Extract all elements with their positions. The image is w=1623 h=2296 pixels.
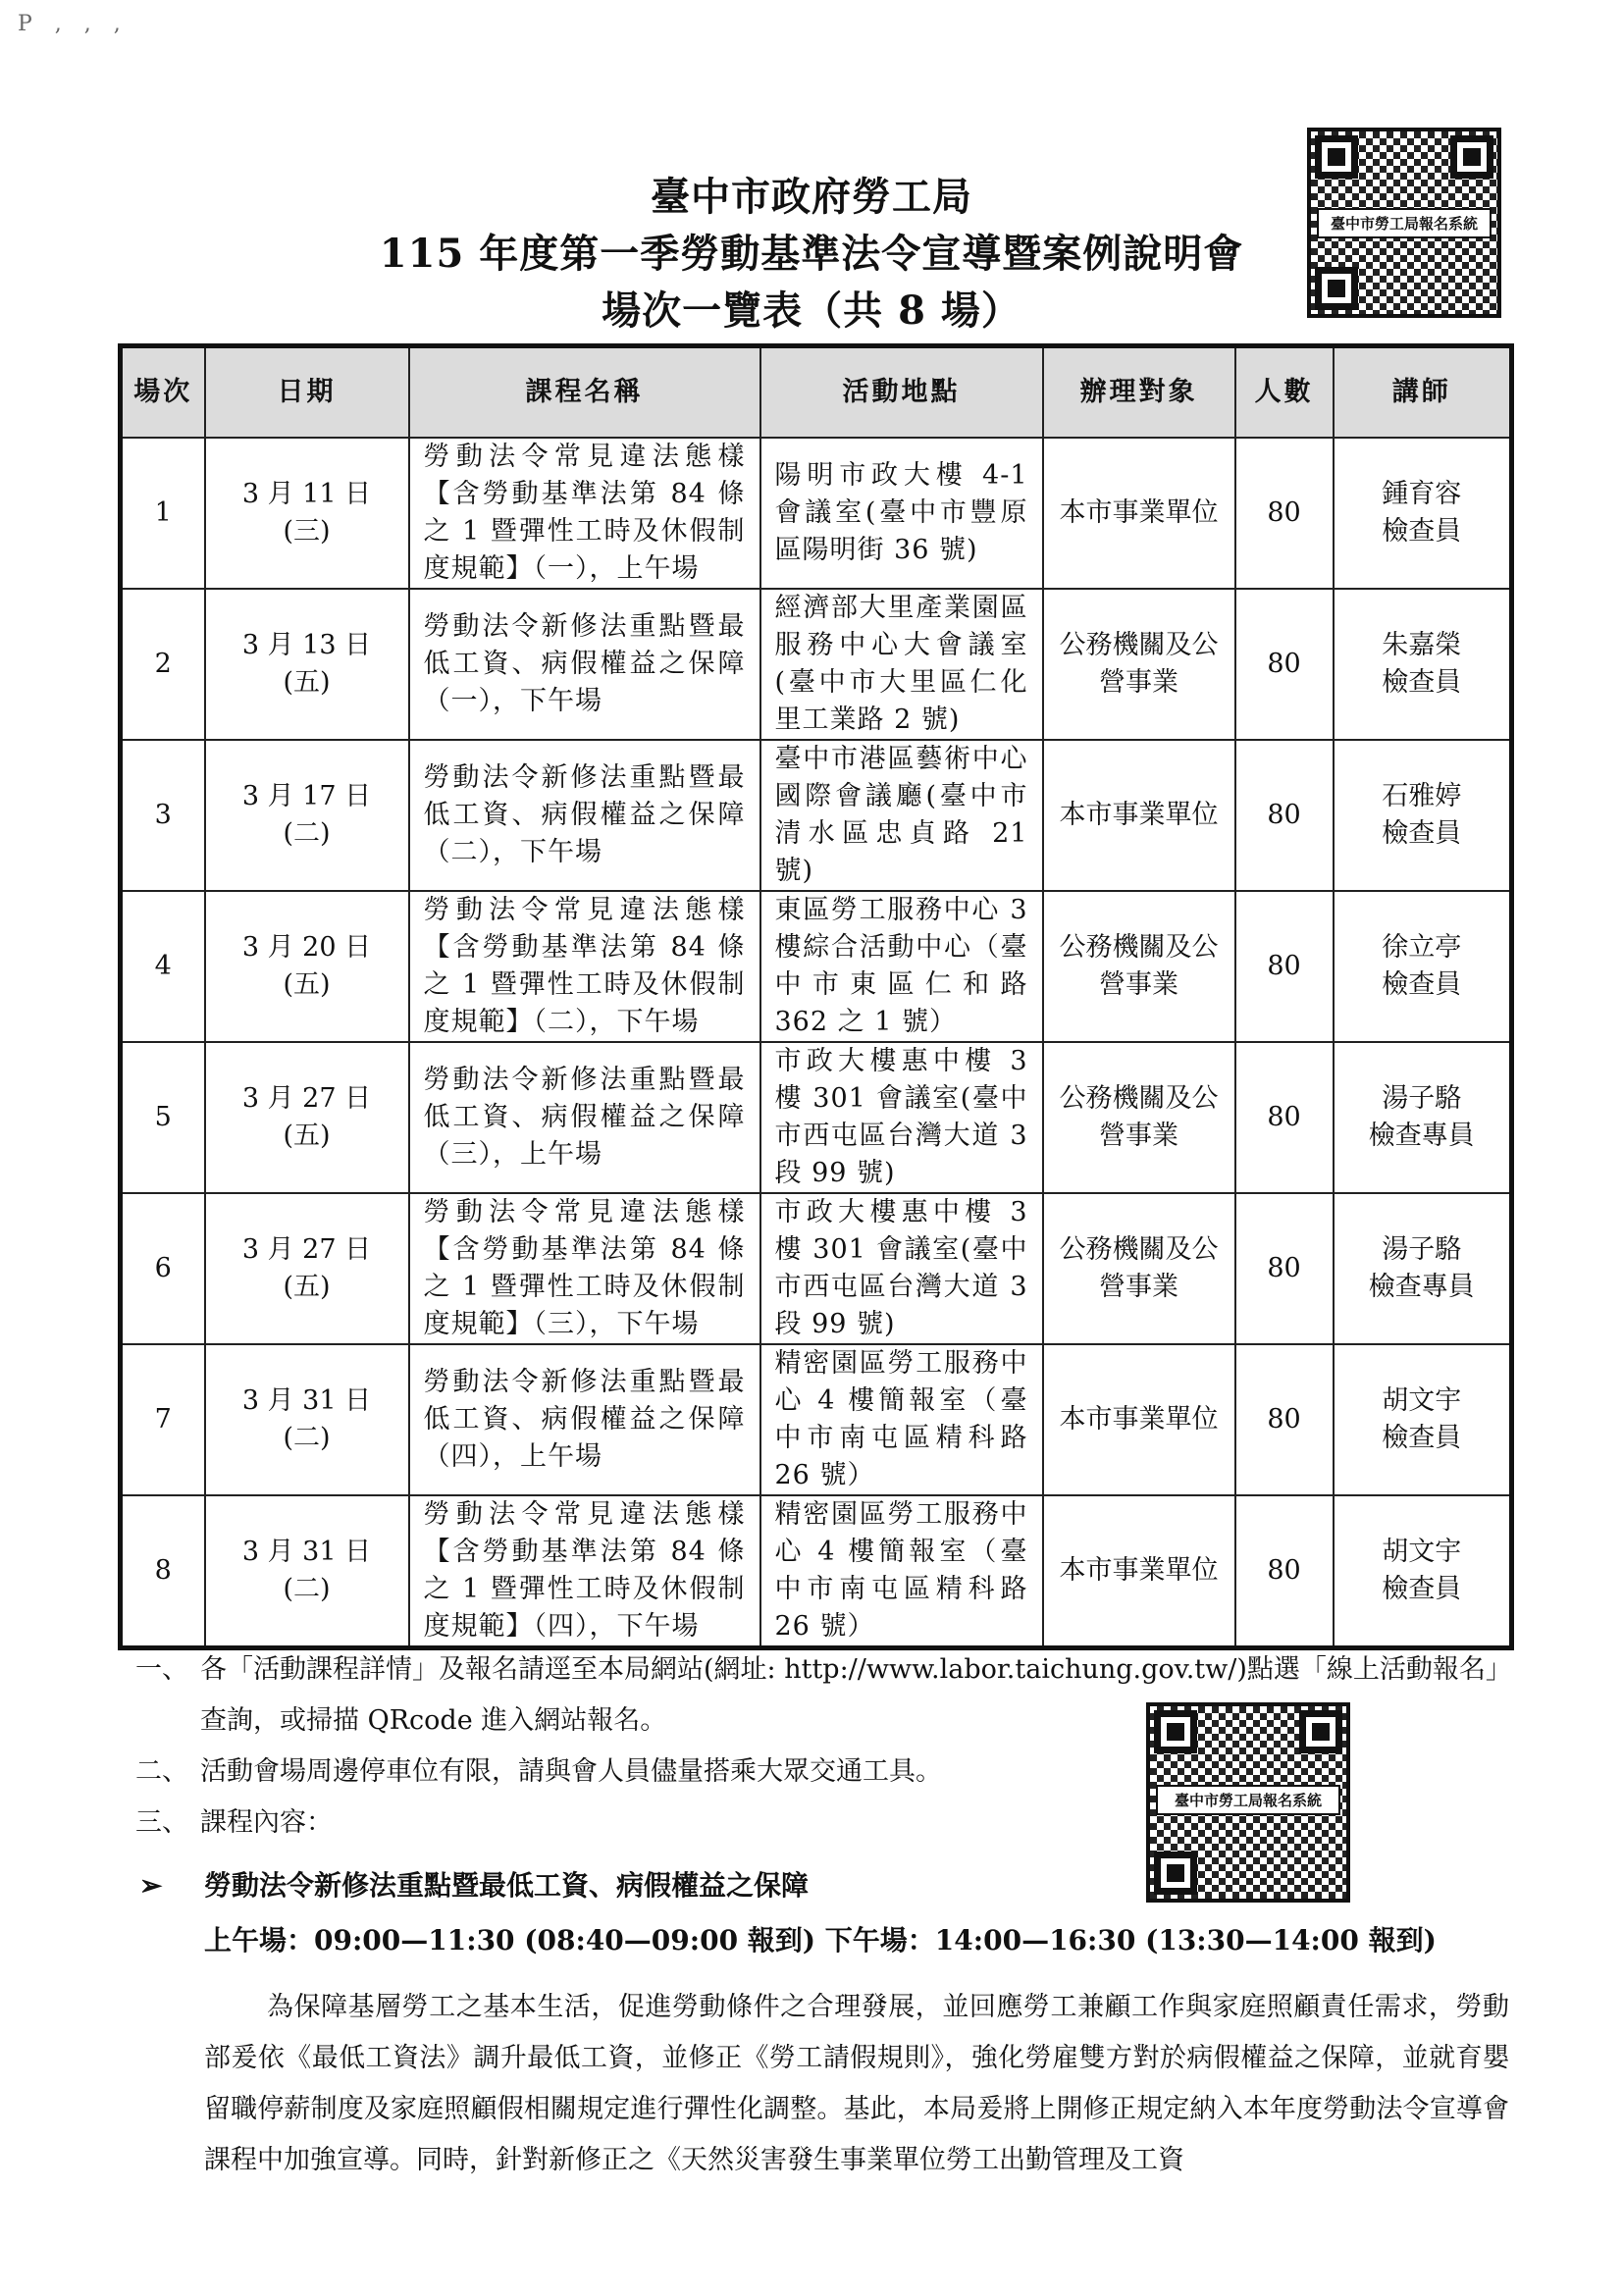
cell-course: 勞動法令常見違法態樣【含勞動基準法第 84 條之 1 暨彈性工時及休假制度規範】（四），下午場 (409, 1495, 760, 1648)
header-target: 辦理對象 (1043, 346, 1235, 439)
qr-finder-icon (1315, 135, 1358, 179)
description-paragraph: 為保障基層勞工之基本生活，促進勞動條件之合理發展，並回應勞工兼顧工作與家庭照顧責任需求，勞動部爰依《最低工資法》調升最低工資，並修正《勞工請假規則》，強化勞雇雙方對於病假權益之保障，並就育嬰留職停薪制度及家庭照顧假相關規定進行彈性化調整。基此，本局爰將上開修正規定納入本年度勞動法令宣導會課程中加強宣導。同時，針對新修正之《天然災害發生事業單位勞工出勤管理及工資 (204, 1992, 1509, 2175)
cell-session-no: 8 (121, 1495, 205, 1648)
cell-location: 精密園區勞工服務中心 4 樓簡報室（臺中市南屯區精科路 26 號） (760, 1344, 1043, 1495)
title-line-3: 場次一覽表（共 8 場） (602, 287, 1021, 334)
course-section-heading (139, 1864, 809, 1904)
cell-course: 勞動法令新修法重點暨最低工資、病假權益之保障（三），上午場 (409, 1042, 760, 1193)
scan-marks: P , , , (18, 12, 129, 36)
lecturer-name: 鍾育容 (1382, 479, 1462, 509)
lecturer-name: 朱嘉榮 (1382, 630, 1462, 660)
table-row (121, 1495, 1512, 1648)
cell-lecturer (1334, 891, 1512, 1042)
table-row (121, 438, 1512, 589)
table-row (121, 589, 1512, 740)
qr-code-top[interactable] (1307, 128, 1501, 318)
cell-count: 80 (1235, 438, 1334, 589)
cell-count: 80 (1235, 589, 1334, 740)
cell-session-no: 4 (121, 891, 205, 1042)
header-count: 人數 (1235, 346, 1334, 439)
lecturer-name: 胡文宇 (1382, 1537, 1462, 1567)
cell-date: 3 月 13 日(五) (205, 589, 409, 740)
cell-date: 3 月 11 日(三) (205, 438, 409, 589)
qr-label: 臺中市勞工局報名系統 (1317, 208, 1492, 238)
cell-session-no: 6 (121, 1193, 205, 1344)
schedule-table (118, 343, 1514, 1650)
note-number: 一、 (135, 1654, 188, 1685)
table-row (121, 740, 1512, 891)
cell-course: 勞動法令常見違法態樣【含勞動基準法第 84 條之 1 暨彈性工時及休假制度規範】（一），上午場 (409, 438, 760, 589)
lecturer-title: 檢查專員 (1368, 1121, 1475, 1151)
cell-date: 3 月 17 日(二) (205, 740, 409, 891)
table-row (121, 891, 1512, 1042)
cell-lecturer (1334, 1495, 1512, 1648)
cell-date: 3 月 27 日(五) (205, 1193, 409, 1344)
qr-finder-icon (1299, 1710, 1342, 1753)
cell-lecturer (1334, 1344, 1512, 1495)
cell-lecturer (1334, 438, 1512, 589)
header-lecturer: 講師 (1334, 346, 1512, 439)
qr-code-registration[interactable] (1146, 1702, 1350, 1903)
cell-course: 勞動法令新修法重點暨最低工資、病假權益之保障（四），上午場 (409, 1344, 760, 1495)
qr-finder-icon (1154, 1710, 1197, 1753)
lecturer-title: 檢查員 (1382, 1574, 1462, 1604)
cell-target: 本市事業單位 (1043, 1495, 1235, 1648)
cell-target: 本市事業單位 (1043, 438, 1235, 589)
cell-target: 公務機關及公營事業 (1043, 1042, 1235, 1193)
header-course: 課程名稱 (409, 346, 760, 439)
cell-location: 精密園區勞工服務中心 4 樓簡報室（臺中市南屯區精科路 26 號） (760, 1495, 1043, 1648)
cell-location: 東區勞工服務中心 3 樓綜合活動中心（臺中市東區仁和路 362 之 1 號） (760, 891, 1043, 1042)
header-session: 場次 (121, 346, 205, 439)
note-text: 活動會場周邊停車位有限，請與會人員儘量搭乘大眾交通工具。 (200, 1756, 942, 1787)
cell-lecturer (1334, 589, 1512, 740)
cell-course: 勞動法令常見違法態樣【含勞動基準法第 84 條之 1 暨彈性工時及休假制度規範】（三），下午場 (409, 1193, 760, 1344)
lecturer-title: 檢查員 (1382, 516, 1462, 547)
cell-location: 陽明市政大樓 4-1 會議室(臺中市豐原區陽明街 36 號) (760, 438, 1043, 589)
cell-count: 80 (1235, 1193, 1334, 1344)
qr-finder-icon (1450, 135, 1493, 179)
qr-finder-icon (1315, 267, 1358, 310)
cell-target: 本市事業單位 (1043, 740, 1235, 891)
cell-course: 勞動法令新修法重點暨最低工資、病假權益之保障（一），下午場 (409, 589, 760, 740)
title-line-1: 臺中市政府勞工局 (651, 174, 972, 220)
cell-date: 3 月 31 日(二) (205, 1344, 409, 1495)
cell-count: 80 (1235, 891, 1334, 1042)
title-line-2: 115 年度第一季勞動基準法令宣導暨案例說明會 (379, 231, 1244, 277)
table-row (121, 1042, 1512, 1193)
table-header-row (121, 346, 1512, 439)
lecturer-title: 檢查員 (1382, 818, 1462, 849)
header-location: 活動地點 (760, 346, 1043, 439)
lecturer-name: 湯子駱 (1382, 1083, 1462, 1114)
cell-target: 公務機關及公營事業 (1043, 891, 1235, 1042)
cell-target: 公務機關及公營事業 (1043, 589, 1235, 740)
cell-target: 公務機關及公營事業 (1043, 1193, 1235, 1344)
lecturer-name: 石雅婷 (1382, 781, 1462, 811)
cell-count: 80 (1235, 740, 1334, 891)
qr-finder-icon (1154, 1852, 1197, 1895)
cell-count: 80 (1235, 1344, 1334, 1495)
cell-date: 3 月 31 日(二) (205, 1495, 409, 1648)
cell-count: 80 (1235, 1042, 1334, 1193)
cell-session-no: 3 (121, 740, 205, 891)
table-row (121, 1344, 1512, 1495)
cell-location: 市政大樓惠中樓 3 樓 301 會議室(臺中市西屯區台灣大道 3 段 99 號) (760, 1042, 1043, 1193)
lecturer-title: 檢查員 (1382, 667, 1462, 698)
session-times: 上午場：09:00—11:30 (08:40—09:00 報到) 下午場：14:00—16:30 (13:30—14:00 報到) (204, 1924, 1437, 1957)
cell-lecturer (1334, 740, 1512, 891)
lecturer-title: 檢查員 (1382, 1423, 1462, 1453)
cell-session-no: 7 (121, 1344, 205, 1495)
cell-date: 3 月 20 日(五) (205, 891, 409, 1042)
table-row (121, 1193, 1512, 1344)
section-heading-text: 勞動法令新修法重點暨最低工資、病假權益之保障 (204, 1869, 810, 1902)
cell-location: 市政大樓惠中樓 3 樓 301 會議室(臺中市西屯區台灣大道 3 段 99 號) (760, 1193, 1043, 1344)
cell-lecturer (1334, 1193, 1512, 1344)
cell-session-no: 1 (121, 438, 205, 589)
lecturer-name: 湯子駱 (1382, 1234, 1462, 1265)
cell-course: 勞動法令新修法重點暨最低工資、病假權益之保障（二），下午場 (409, 740, 760, 891)
header-date: 日期 (205, 346, 409, 439)
cell-session-no: 5 (121, 1042, 205, 1193)
cell-location: 經濟部大里產業園區服務中心大會議室(臺中市大里區仁化里工業路 2 號) (760, 589, 1043, 740)
lecturer-name: 胡文宇 (1382, 1385, 1462, 1416)
cell-location: 臺中市港區藝術中心國際會議廳(臺中市清水區忠貞路 21 號) (760, 740, 1043, 891)
lecturer-name: 徐立亭 (1382, 932, 1462, 963)
cell-session-no: 2 (121, 589, 205, 740)
cell-count: 80 (1235, 1495, 1334, 1648)
course-description (204, 1982, 1509, 2186)
arrow-bullet-icon: ➢ (139, 1869, 163, 1902)
cell-date: 3 月 27 日(五) (205, 1042, 409, 1193)
qr-label: 臺中市勞工局報名系統 (1156, 1785, 1340, 1815)
note-number: 二、 (135, 1756, 188, 1787)
cell-target: 本市事業單位 (1043, 1344, 1235, 1495)
cell-course: 勞動法令常見違法態樣【含勞動基準法第 84 條之 1 暨彈性工時及休假制度規範】（二），下午場 (409, 891, 760, 1042)
note-text: 課程內容： (200, 1807, 333, 1838)
lecturer-title: 檢查專員 (1368, 1272, 1475, 1302)
cell-lecturer (1334, 1042, 1512, 1193)
note-text[interactable]: 各「活動課程詳情」及報名請逕至本局網站(網址: http://www.labor.taichung.gov.tw/)點選「線上活動報名」查詢，或掃描 QRcode 進入網站報名。 (200, 1654, 1512, 1736)
lecturer-title: 檢查員 (1382, 969, 1462, 1000)
note-number: 三、 (135, 1807, 188, 1838)
